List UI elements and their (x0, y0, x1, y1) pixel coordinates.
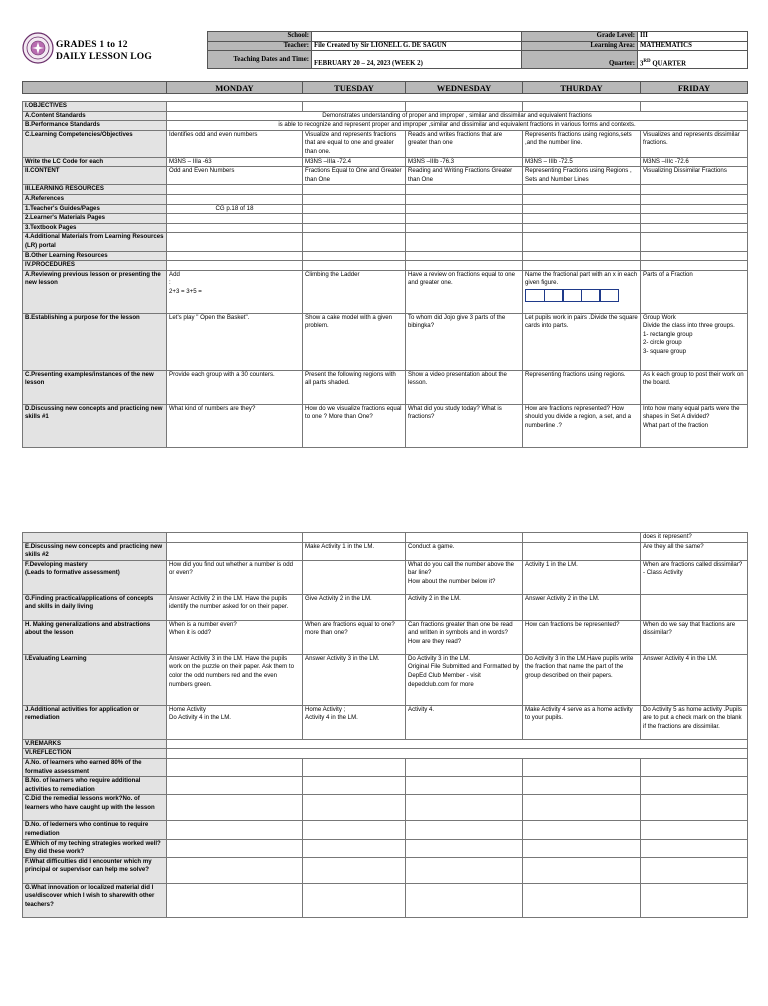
row-label-i-evaluating-learning: I.Evaluating Learning (23, 654, 167, 705)
span-cell: is able to recognize and represent proper and improper ,similar and dissimilar and equivalent fractions in various forms and contexts. (167, 121, 748, 131)
cell-thurday: Do Activity 3 in the LM.Have pupils write the fraction that name the part of the group described on their papers. (523, 654, 641, 705)
cell-friday (641, 594, 748, 620)
cell-thurday (523, 185, 641, 195)
day-header-monday: MONDAY (167, 82, 303, 94)
table-row (23, 705, 748, 739)
table-row (23, 654, 748, 705)
cell-thurday: Make Activity 4 serve as a home activity to your pupils. (523, 705, 641, 739)
cell-tuesday: Home Activity ; Activity 4 in the LM. (303, 705, 406, 739)
cell-monday (167, 223, 303, 233)
cell-wednesday (406, 251, 523, 261)
cell-monday (167, 185, 303, 195)
fraction-box (544, 289, 564, 302)
cell-friday (641, 261, 748, 271)
row-label-a-content-standards: A.Content Standards (23, 111, 167, 121)
row-label-write-the-lc-code-for-each: Write the LC Code for each (23, 157, 167, 167)
cell-thurday (523, 857, 641, 883)
cell-wednesday: Have a review on fractions equal to one and greater one. (406, 270, 523, 313)
grade-label: Grade Level: (522, 32, 638, 42)
cell-tuesday (303, 102, 406, 112)
cell-wednesday: What did you study today? What is fractions? (406, 404, 523, 447)
row-label-ii-content: II.CONTENT (23, 167, 167, 185)
cell-monday: CG p.18 of 18 (167, 204, 303, 214)
area-value: MATHEMATICS (638, 41, 748, 51)
cell-monday: Answer Activity 2 in the LM. Have the pupils identify the number asked for on their paper. (167, 594, 303, 620)
cell-tuesday: Visualize and represents fractions that are equal to one and greater than one. (303, 130, 406, 157)
title-line-1: GRADES 1 to 12 (56, 40, 128, 50)
cell-thurday (523, 223, 641, 233)
cell-wednesday (406, 233, 523, 251)
table-row (23, 795, 748, 821)
cell-tuesday (303, 233, 406, 251)
cell-tuesday: Show a cake model with a given problem. (303, 313, 406, 370)
cell-wednesday (406, 758, 523, 776)
cell-tuesday: Fractions Equal to One and Greater than One (303, 167, 406, 185)
quarter-label: Quarter: (522, 51, 638, 69)
cell-friday (641, 185, 748, 195)
cell-thurday (523, 261, 641, 271)
cell-monday (167, 758, 303, 776)
table-row (23, 130, 748, 157)
cell-monday (167, 261, 303, 271)
area-label: Learning Area: (522, 41, 638, 51)
cell-friday: Parts of a Fraction (641, 270, 748, 313)
cell-monday: Home Activity Do Activity 4 in the LM. (167, 705, 303, 739)
cell-monday (167, 214, 303, 224)
cell-wednesday: Can fractions greater than one be read and written in symbols and in words? How are they read? (406, 620, 523, 654)
cell-friday (641, 194, 748, 204)
cell-thurday (523, 883, 641, 917)
cell-wednesday (406, 185, 523, 195)
cell-wednesday: Reading and Writing Fractions Greater than One (406, 167, 523, 185)
cell-wednesday (406, 261, 523, 271)
row-label-f-what-difficulties-did-i-encounter-whic: F.What difficulties did I encounter which my principal or supervisor can help me solve? (23, 857, 167, 883)
table-row (23, 194, 748, 204)
table-row (23, 883, 748, 917)
cell-monday (167, 533, 303, 543)
table-row (23, 758, 748, 776)
cell-wednesday: To whom did Jojo give 3 parts of the bibingka? (406, 313, 523, 370)
cell-friday (641, 821, 748, 839)
cell-friday: When do we say that fractions are dissimilar? (641, 620, 748, 654)
cell-monday (167, 194, 303, 204)
cell-monday: When is a number even? When it is odd? (167, 620, 303, 654)
dates-value: FEBRUARY 20 – 24, 2023 (WEEK 2) (312, 51, 522, 69)
table-row (23, 749, 748, 759)
cell-friday: As k each group to post their work on the board. (641, 370, 748, 404)
cell-tuesday: M3NS –IIIa -72.4 (303, 157, 406, 167)
cell-wednesday (406, 883, 523, 917)
cell-wednesday (406, 204, 523, 214)
table-row (23, 620, 748, 654)
cell-wednesday: Reads and writes fractions that are greater than one (406, 130, 523, 157)
cell-tuesday (303, 223, 406, 233)
cell-wednesday: Activity 4. (406, 705, 523, 739)
cell-wednesday (406, 839, 523, 857)
row-label-b-other-learning-resources: B.Other Learning Resources (23, 251, 167, 261)
cell-friday: Visualizes and represents dissimilar fractions. (641, 130, 748, 157)
cell-friday: Group Work Divide the class into three groups. 1- rectangle group 2- circle group 3- square group (641, 313, 748, 370)
cell-tuesday: When are fractions equal to one? more than one? (303, 620, 406, 654)
cell-monday (167, 233, 303, 251)
cell-friday (641, 223, 748, 233)
row-label-v-remarks: V.REMARKS (23, 739, 167, 749)
fraction-boxes-figure (525, 289, 638, 302)
quarter-value: 3RD QUARTER (638, 51, 748, 69)
cell-thurday (523, 795, 641, 821)
cell-wednesday: Do Activity 3 in the LM. Original File Submitted and Formatted by DepEd Club Member - visit depedclub.com for more (406, 654, 523, 705)
cell-monday (167, 102, 303, 112)
cell-wednesday (406, 777, 523, 795)
cell-tuesday: Answer Activity 3 in the LM. (303, 654, 406, 705)
table-row (23, 251, 748, 261)
cell-tuesday (303, 214, 406, 224)
cell-friday (641, 758, 748, 776)
table-row (23, 839, 748, 857)
cell-wednesday: Show a video presentation about the lesson. (406, 370, 523, 404)
cell-thurday (523, 839, 641, 857)
cell-thurday: Representing fractions using regions. (523, 370, 641, 404)
cell-wednesday (406, 214, 523, 224)
header (22, 30, 747, 70)
cell-friday (641, 204, 748, 214)
deped-seal-icon (22, 32, 54, 64)
cell-tuesday (303, 839, 406, 857)
cell-thurday (523, 821, 641, 839)
cell-tuesday (303, 777, 406, 795)
row-label-c-presenting-examples-instances-of-the-n: C.Presenting examples/instances of the new lesson (23, 370, 167, 404)
table-row (23, 821, 748, 839)
table-row (23, 167, 748, 185)
lesson-table-part1 (22, 101, 748, 448)
cell-monday (167, 839, 303, 857)
table-row (23, 185, 748, 195)
teacher-value: File Created by Sir LIONELL G. DE SAGUN (312, 41, 522, 51)
cell-thurday: Represents fractions using regions,sets ,and the number line. (523, 130, 641, 157)
cell-wednesday (406, 821, 523, 839)
fraction-box (525, 289, 545, 302)
cell-monday: M3NS – IIIa -63 (167, 157, 303, 167)
table-row (23, 313, 748, 370)
row-label-d-discussing-new-concepts-and-practicing: D.Discussing new concepts and practicing new skills #1 (23, 404, 167, 447)
fraction-box (581, 289, 601, 302)
cell-thurday: Let pupils work in pairs .Divide the square cards into parts. (523, 313, 641, 370)
table-row (23, 223, 748, 233)
cell-monday: Let's play " Open the Basket". (167, 313, 303, 370)
school-label: School: (208, 32, 312, 42)
row-label-g-what-innovation-or-localized-material-: G.What innovation or localized material did I use/discover which I wish to sharewith other teachers? (23, 883, 167, 917)
cell-thurday: How can fractions be represented? (523, 620, 641, 654)
table-row (23, 739, 748, 749)
row-label-b-no-of-learners-who-require-additional-: B.No. of learners who require additional activities to remediation (23, 777, 167, 795)
cell-monday (167, 251, 303, 261)
cell-tuesday: Present the following regions with all parts shaded. (303, 370, 406, 404)
cell-friday: M3NS –IIIc -72.6 (641, 157, 748, 167)
row-label-2-learner-s-materials-pages: 2.Learner's Materials Pages (23, 214, 167, 224)
cell-friday: Visualizing Dissimilar Fractions (641, 167, 748, 185)
day-header-friday: FRIDAY (641, 82, 748, 94)
cell-friday: Do Activity 5 as home activity .Pupils are to put a check mark on the blank if the fractions are dissimilar. (641, 705, 748, 739)
cell-wednesday (406, 223, 523, 233)
cell-tuesday: Give Activity 2 in the LM. (303, 594, 406, 620)
table-row (23, 857, 748, 883)
lesson-table-part2 (22, 532, 748, 918)
day-header-wednesday: WEDNESDAY (406, 82, 523, 94)
cell-tuesday (303, 194, 406, 204)
cell-tuesday (303, 185, 406, 195)
table-row (23, 542, 748, 560)
row-label-i-objectives: I.OBJECTIVES (23, 102, 167, 112)
cell-tuesday: Climbing the Ladder (303, 270, 406, 313)
row-label-c-learning-competencies-objectives: C.Learning Competencies/Objectives (23, 130, 167, 157)
row-label-b-performance-standards: B.Performance Standards (23, 121, 167, 131)
table-row (23, 261, 748, 271)
school-value (312, 32, 522, 42)
table-row (23, 560, 748, 594)
cell-monday: Add : 2+3 = 3+5 = (167, 270, 303, 313)
table-row (23, 404, 748, 447)
cell-thurday (523, 102, 641, 112)
days-blank-cell (23, 82, 167, 94)
span-cell: Demonstrates understanding of proper and improper , similar and dissimilar and equivalent fractions (167, 111, 748, 121)
table-row (23, 533, 748, 543)
fraction-box (599, 289, 619, 302)
document-title (56, 39, 152, 63)
cell-thurday (523, 204, 641, 214)
cell-wednesday (406, 533, 523, 543)
cell-friday: Answer Activity 4 in the LM. (641, 654, 748, 705)
cell-monday (167, 542, 303, 560)
cell-thurday (523, 777, 641, 795)
cell-thurday (523, 214, 641, 224)
row-label-a-reviewing-previous-lesson-or-presentin: A.Reviewing previous lesson or presenting the new lesson (23, 270, 167, 313)
table-row (23, 121, 748, 131)
cell-monday: What kind of numbers are they? (167, 404, 303, 447)
cell-tuesday (303, 204, 406, 214)
table-row (23, 594, 748, 620)
day-header-tuesday: TUESDAY (303, 82, 406, 94)
cell-tuesday (303, 251, 406, 261)
cell-monday (167, 777, 303, 795)
cell-thurday: How are fractions represented? How should you divide a region, a set, and a numberline .? (523, 404, 641, 447)
row-label-vi-reflection: VI.REFLECTION (23, 749, 167, 759)
cell-tuesday (303, 758, 406, 776)
cell-thurday: Activity 1 in the LM. (523, 560, 641, 594)
cell-friday: When are fractions called dissimilar? - Class Activity (641, 560, 748, 594)
table-row (23, 204, 748, 214)
row-label-a-references: A.References (23, 194, 167, 204)
cell-monday (167, 795, 303, 821)
row-label-d-no-of-lederners-who-continue-to-requir: D.No. of lederners who continue to require remediation (23, 821, 167, 839)
cell-friday (641, 251, 748, 261)
cell-tuesday (303, 795, 406, 821)
table-row (23, 102, 748, 112)
cell-thurday (523, 533, 641, 543)
span-cell (167, 739, 748, 749)
day-header-thurday: THURDAY (523, 82, 641, 94)
cell-friday (641, 795, 748, 821)
cell-monday (167, 857, 303, 883)
cell-thurday: Representing Fractions using Regions , Sets and Number Lines (523, 167, 641, 185)
row-label-g-finding-practical-applications-of-conc: G.Finding practical/applications of concepts and skills in daily living (23, 594, 167, 620)
cell-thurday (523, 251, 641, 261)
days-header (22, 81, 748, 94)
cell-monday: Provide each group with a 30 counters. (167, 370, 303, 404)
table-row (23, 157, 748, 167)
cell-monday: How did you find out whether a number is odd or even? (167, 560, 303, 594)
cell-wednesday (406, 194, 523, 204)
table-row (23, 270, 748, 313)
cell-friday (641, 839, 748, 857)
row-label-e-which-of-my-teching-strategies-worked-: E.Which of my teching strategies worked well?Ehy did these work? (23, 839, 167, 857)
cell-monday (167, 883, 303, 917)
cell-tuesday (303, 560, 406, 594)
cell-friday (641, 883, 748, 917)
row-label-j-additional-activities-for-application-: J.Additional activities for application or remediation (23, 705, 167, 739)
cell-tuesday (303, 821, 406, 839)
cell-monday: Identifies odd and even numbers (167, 130, 303, 157)
table-row (23, 214, 748, 224)
cell-friday: does it represent? (641, 533, 748, 543)
row-label-blank (23, 533, 167, 543)
cell-thurday: Answer Activity 2 in the LM. (523, 594, 641, 620)
row-label-e-discussing-new-concepts-and-practicing: E.Discussing new concepts and practicing new skills #2 (23, 542, 167, 560)
cell-tuesday (303, 857, 406, 883)
cell-tuesday: How do we visualize fractions equal to one ? More than One? (303, 404, 406, 447)
cell-wednesday: Activity 2 in the LM. (406, 594, 523, 620)
table-row (23, 233, 748, 251)
row-label-iv-procedures: IV.PROCEDURES (23, 261, 167, 271)
cell-friday: Are they all the same? (641, 542, 748, 560)
cell-wednesday (406, 857, 523, 883)
cell-monday (167, 821, 303, 839)
dates-label: Teaching Dates and Time: (208, 51, 312, 69)
info-table (207, 31, 748, 69)
cell-thurday (523, 194, 641, 204)
row-label-b-establishing-a-purpose-for-the-lesson: B.Establishing a purpose for the lesson (23, 313, 167, 370)
cell-friday (641, 777, 748, 795)
row-label-f-developing-mastery-leads-to-formative-: F.Developing mastery (Leads to formative assessment) (23, 560, 167, 594)
cell-thurday (523, 758, 641, 776)
cell-wednesday: What do you call the number above the bar line? How about the number below it? (406, 560, 523, 594)
table-row (23, 370, 748, 404)
cell-friday (641, 102, 748, 112)
span-cell (167, 749, 748, 759)
cell-wednesday (406, 102, 523, 112)
cell-friday (641, 857, 748, 883)
cell-monday: Answer Activity 3 in the LM. Have the pupils work on the puzzle on their paper. Ask them to color the odd numbers red and the even numbers green. (167, 654, 303, 705)
cell-friday (641, 233, 748, 251)
cell-tuesday (303, 883, 406, 917)
cell-monday: Odd and Even Numbers (167, 167, 303, 185)
cell-thurday (523, 270, 641, 313)
cell-wednesday: M3NS –IIIb -76.3 (406, 157, 523, 167)
cell-tuesday: Make Activity 1 in the LM. (303, 542, 406, 560)
cell-tuesday (303, 533, 406, 543)
row-label-c-did-the-remedial-lessons-work-no-of-le: C.Did the remedial lessons work?No. of learners who have caught up with the lesson (23, 795, 167, 821)
fraction-box (562, 289, 582, 302)
row-label-h-making-generalizations-and-abstraction: H. Making generalizations and abstractions about the lesson (23, 620, 167, 654)
cell-text: Name the fractional part with an x in each given figure. (525, 270, 638, 287)
cell-friday: Into how many equal parts were the shapes in Set A divided? What part of the fraction (641, 404, 748, 447)
row-label-3-textbook-pages: 3.Textbook Pages (23, 223, 167, 233)
cell-thurday: M3NS – IIIb -72.5 (523, 157, 641, 167)
row-label-iii-learning-resources: III.LEARNING RESOURCES (23, 185, 167, 195)
cell-friday (641, 214, 748, 224)
cell-tuesday (303, 261, 406, 271)
table-row (23, 111, 748, 121)
teacher-label: Teacher: (208, 41, 312, 51)
cell-wednesday: Conduct a game. (406, 542, 523, 560)
cell-wednesday (406, 795, 523, 821)
grade-value: III (638, 32, 748, 42)
row-label-a-no-of-learners-who-earned-80-of-the-fo: A.No. of learners who earned 80% of the formative assessment (23, 758, 167, 776)
title-line-2: DAILY LESSON LOG (56, 52, 152, 62)
cell-thurday (523, 233, 641, 251)
cell-thurday (523, 542, 641, 560)
row-label-4-additional-materials-from-learning-res: 4.Additional Materials from Learning Resources (LR) portal (23, 233, 167, 251)
table-row (23, 777, 748, 795)
row-label-1-teacher-s-guides-pages: 1.Teacher's Guides/Pages (23, 204, 167, 214)
